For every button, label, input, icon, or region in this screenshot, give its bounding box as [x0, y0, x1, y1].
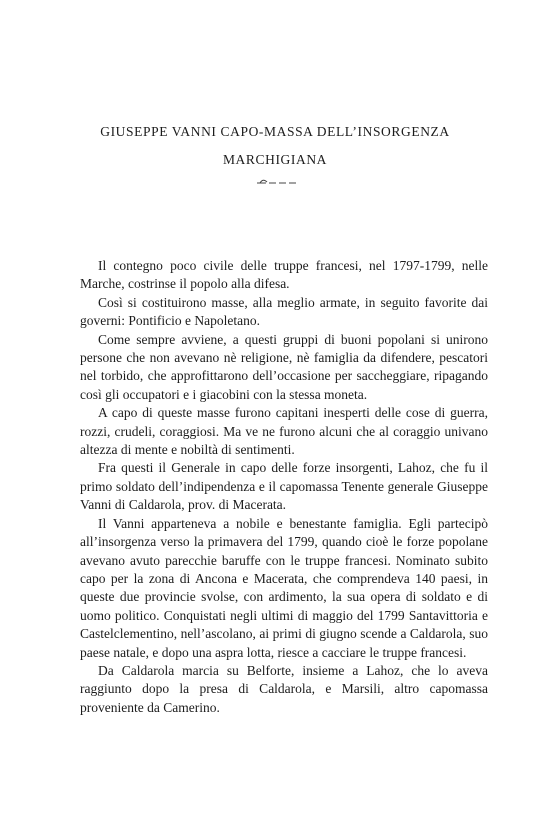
paragraph: Così si costituirono masse, alla meglio armate, in seguito favorite dai governi: Pontificio e Napoletano.: [80, 294, 488, 329]
title-ornament: [256, 178, 302, 186]
body-text: [80, 257, 488, 717]
paragraph: Fra questi il Generale in capo delle forze insorgenti, Lahoz, che fu il primo soldato dell’indipendenza e il capomassa Tenente generale Giuseppe Vanni di Caldarola, prov. di Macerata.: [80, 460, 488, 513]
paragraph: Il Vanni apparteneva a nobile e benestante famiglia. Egli partecipò all’insorgenza verso la primavera del 1799, quando cioè le forze popolane avevano avuto parecchie baruffe con le truppe francesi. Nominato subito capo per la zona di Ancona e Macerata, che comprendeva 140 paesi, in queste due provincie svolse, con ardimento, la sua opera di soldato e di uomo politico. Conquistati negli ultimi di maggio del 1799 Santavittoria e Castelclementino, nell’ascolano, ai primi di giugno scende a Caldarola, suo paese natale, e dopo una aspra lotta, riesce a cacciare le truppe francesi.: [80, 515, 488, 660]
paragraph: Il contegno poco civile delle truppe francesi, nel 1797-1799, nelle Marche, costrinse il popolo alla difesa.: [80, 258, 488, 292]
chapter-title-continued: MARCHIGIANA: [222, 152, 328, 167]
chapter-title: GIUSEPPE VANNI CAPO-MASSA DELL’INSORGENZA: [100, 124, 450, 139]
paragraph: A capo di queste masse furono capitani inesperti delle cose di guerra, rozzi, crudeli, coraggiosi. Ma ve ne furono alcuni che al coraggio univano altezza di mente e nobiltà di sentimenti.: [80, 405, 488, 458]
paragraph: Come sempre avviene, a questi gruppi di buoni popolani si unirono persone che non avevano nè religione, nè famiglia da difendere, pescatori nel torbido, che approfittarono dell’occasione per saccheggiare, ripagando così gli occupatori e i giacobini con la stessa moneta.: [80, 331, 488, 402]
paragraph: Da Caldarola marcia su Belforte, insieme a Lahoz, che lo aveva raggiunto dopo la presa di Caldarola, e Marsili, altro capomassa proveniente da Camerino.: [80, 662, 488, 715]
